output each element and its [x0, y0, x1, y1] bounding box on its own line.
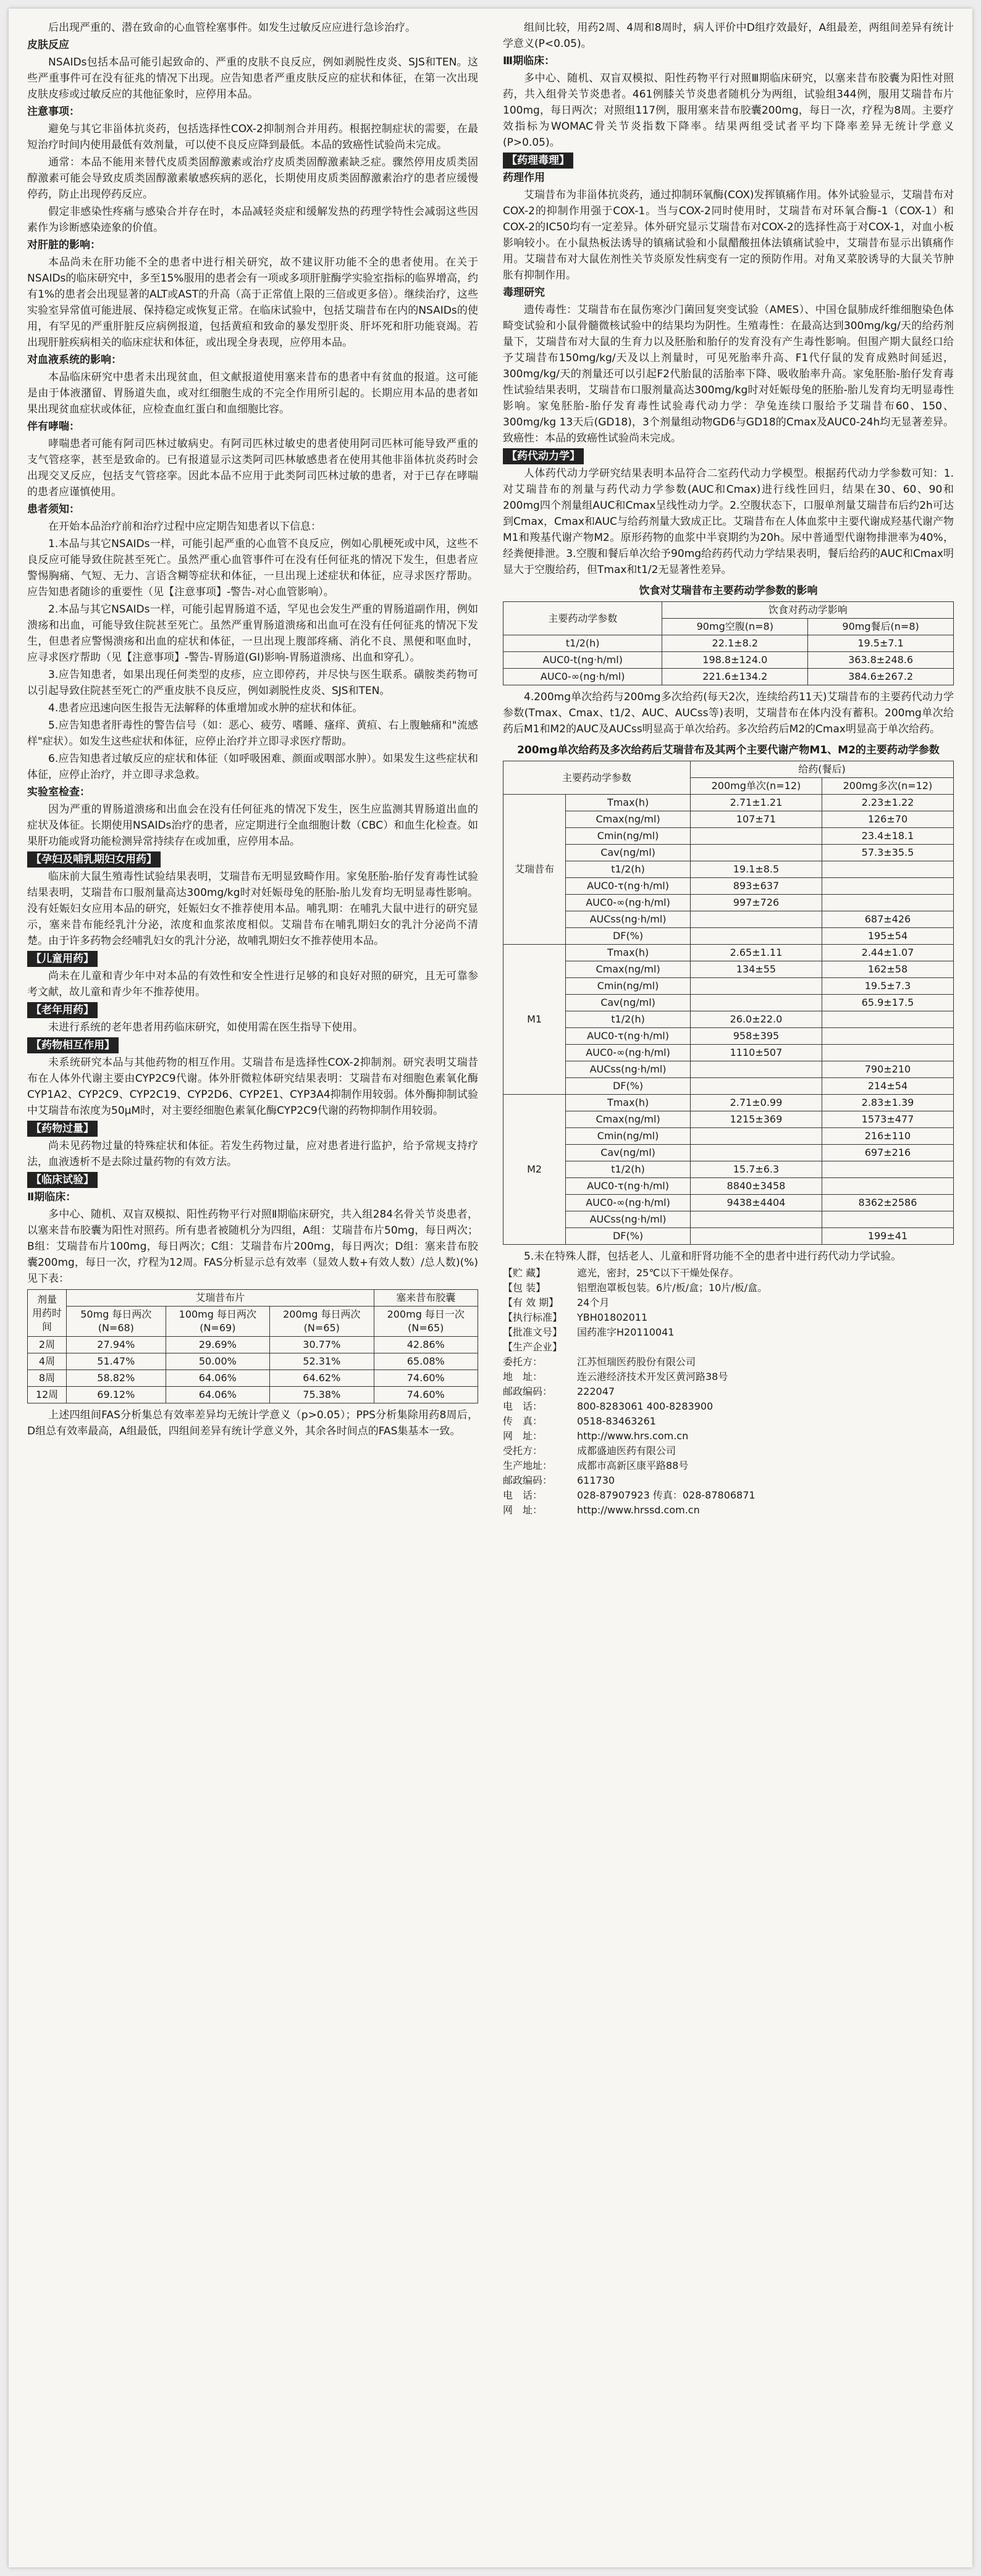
table-cell: Tmax(h): [566, 945, 691, 961]
table-row: [28, 1353, 478, 1370]
general-item: 假定非感染性疼痛与感染合并存在时，本品减轻炎症和缓解发热的药理学特性会减弱这些因素作为诊断感染迹象的价值。: [27, 206, 478, 234]
table-cell: AUCss(ng·h/ml): [566, 911, 691, 928]
maker-key: 受托方：: [503, 1445, 543, 1457]
table-cell: DF(%): [566, 1228, 691, 1245]
table-row: [503, 1178, 954, 1195]
table-row: [503, 761, 954, 778]
maker-line: [503, 1384, 954, 1399]
maker-value: 222047: [577, 1386, 615, 1397]
pregnancy-section: [27, 851, 478, 868]
param-head: 主要药动学参数: [503, 602, 662, 635]
table-cell: 199±41: [822, 1228, 953, 1245]
table-cell: 1573±477: [822, 1111, 953, 1128]
table-row: [503, 1211, 954, 1228]
table-row: [503, 945, 954, 961]
table-row: [28, 1337, 478, 1353]
fast-head: 90mg空腹(n=8): [662, 619, 808, 635]
maker-line: [503, 1473, 954, 1488]
table-cell: 30.77%: [270, 1337, 374, 1353]
table-cell: 57.3±35.5: [822, 845, 953, 861]
table-cell: [822, 1178, 953, 1195]
maker-value: http://www.hrs.com.cn: [577, 1430, 689, 1442]
table-row: [503, 878, 954, 895]
multi-head: 200mg多次(n=12): [822, 778, 953, 795]
maker-value: 连云港经济技术开发区黄河路38号: [577, 1371, 728, 1382]
overdose-section: [27, 1121, 478, 1137]
table-cell: 126±70: [822, 811, 953, 828]
table-row: [28, 1370, 478, 1387]
note-heading: 注意事项：: [27, 106, 80, 118]
skin-heading: 皮肤反应: [27, 39, 69, 51]
table-cell: 958±395: [690, 1028, 822, 1045]
table-cell: [822, 861, 953, 878]
liver-text: 本品尚未在肝功能不全的患者中进行相关研究，故不建议肝功能不全的患者使用。在关于NSAIDs的临床研究中，多至15%服用的患者会有一项或多项肝脏酶学实验室指标的临界增高，约有1%的患者会出现显著的ALT或AST的升高（高于正常值上限的三倍或更多倍）。继续治疗，这些实验室异常值可能进展、保持稳定或恢复正常。在临床试验中，包括艾瑞昔布在内的NSAIDs的使用，有罕见的严重肝脏反应病例报道，包括黄疸和致命的暴发型肝炎、肝坏死和肝功能衰竭。若出现肝脏疾病相关的临床症状和体征，或出现全身表现，应停用本品。: [27, 256, 478, 349]
table-cell: 74.60%: [374, 1387, 478, 1403]
pregnancy-heading: 【孕妇及哺乳期妇女用药】: [27, 851, 161, 868]
table-cell: 198.8±124.0: [662, 652, 808, 669]
table-cell: 697±216: [822, 1145, 953, 1161]
table-cell: AUC0-τ(ng·h/ml): [566, 1178, 691, 1195]
maker-key: 生产地址：: [503, 1460, 553, 1471]
table-cell: AUC0-τ(ng·h/ml): [566, 878, 691, 895]
interaction-text: 未系统研究本品与其他药物的相互作用。艾瑞昔布是选择性COX-2抑制剂。研究表明艾瑞昔布在人体外代谢主要由CYP2C9代谢。体外肝微粒体研究结果表明：艾瑞昔布对细胞色素氧化酶CYP1A2、CYP2C9、CYP2C19、CYP2D6、CYP2E1、CYP3A4抑制作用较弱。体外酶抑制试验中艾瑞昔布浓度为50μM时，对主要经细胞色素氧化酶CYP2C9代谢的药物抑制作用较弱。: [27, 1056, 478, 1117]
table-cell: 8周: [28, 1370, 67, 1387]
maker-line: [503, 1503, 954, 1518]
intro-text: 后出现严重的、潜在致命的心血管栓塞事件。如发生过敏反应应进行急诊治疗。: [48, 22, 416, 34]
table-cell: t1/2(h): [503, 635, 662, 652]
food-table-caption: 饮食对艾瑞昔布主要药动学参数的影响: [639, 585, 818, 597]
efficacy-table: [27, 1289, 478, 1403]
table-cell: [690, 1228, 822, 1245]
right-column: [503, 20, 954, 2471]
table-cell: [822, 1028, 953, 1045]
table-cell: 1110±507: [690, 1045, 822, 1061]
col-head-time: 剂量 用药时间: [28, 1290, 67, 1337]
maker-line: [503, 1458, 954, 1473]
table-cell: 22.1±8.2: [662, 635, 808, 652]
table-row: [503, 1095, 954, 1111]
pharm-section: [503, 153, 954, 169]
table-cell: [690, 1145, 822, 1161]
table-row: [503, 635, 954, 652]
table-row: [503, 1111, 954, 1128]
table-cell: t1/2(h): [566, 1161, 691, 1178]
maker-line: [503, 1488, 954, 1503]
table-cell: 216±110: [822, 1128, 953, 1145]
table-cell: Tmax(h): [566, 1095, 691, 1111]
analyte-label: M2: [503, 1095, 566, 1245]
table-cell: AUC0-∞(ng·h/ml): [566, 1195, 691, 1211]
table-cell: 2周: [28, 1337, 67, 1353]
table-cell: 52.31%: [270, 1353, 374, 1370]
table-cell: 19.1±8.5: [690, 861, 822, 878]
trial-section: [27, 1172, 478, 1188]
table-cell: 2.23±1.22: [822, 795, 953, 811]
table-cell: 64.62%: [270, 1370, 374, 1387]
table-cell: 23.4±18.1: [822, 828, 953, 845]
maker-line: [503, 1429, 954, 1444]
table-row: [28, 1387, 478, 1403]
table-cell: 893±637: [690, 878, 822, 895]
table-cell: AUC0-τ(ng·h/ml): [566, 1028, 691, 1045]
child-heading: 【儿童用药】: [27, 951, 98, 967]
table-row: [28, 1307, 478, 1337]
maker-line: [503, 1355, 954, 1370]
trial-note: 上述四组间FAS分析集总有效率差异均无统计学意义（p>0.05）；PPS分析集除用药8周后，D组总有效率最高，A组最低，四组间差异有统计学意义外，其余各时间点的FAS集基本一致。: [27, 1409, 478, 1437]
table-cell: 997±726: [690, 895, 822, 911]
dose-head: 200mg 每日一次 (N=65): [374, 1307, 478, 1337]
table-row: [503, 1011, 954, 1028]
patient-item: 5.应告知患者肝毒性的警告信号（如：恶心、疲劳、嗜睡、瘙痒、黄疸、右上腹触痛和"流感样"症状）。如发生这些症状和体征，应停止治疗并立即寻求医疗帮助。: [27, 719, 478, 748]
maker-key: 电 话：: [503, 1400, 543, 1412]
table-cell: Cmin(ng/ml): [566, 978, 691, 995]
fed-head: 90mg餐后(n=8): [808, 619, 954, 635]
table-cell: 2.44±1.07: [822, 945, 953, 961]
patient-item: 在开始本品治疗前和治疗过程中应定期告知患者以下信息：: [48, 521, 321, 533]
multi-table-caption: 200mg单次给药及多次给药后艾瑞昔布及其两个主要代谢产物M1、M2的主要药动学参数: [517, 744, 940, 756]
elder-section: [27, 1002, 478, 1018]
note-text: 避免与其它非甾体抗炎药，包括选择性COX-2抑制剂合并用药。根据控制症状的需要，在最短治疗时间内使用最低有效剂量，可以使不良反应降到最低。本品的致癌性试验尚未完成。: [27, 123, 478, 151]
maker-key: 邮政编码：: [503, 1474, 553, 1486]
blood-heading: 对血液系统的影响：: [27, 354, 122, 366]
pharm-subheading: 药理作用: [503, 172, 545, 184]
maker-key: 地 址：: [503, 1371, 543, 1382]
maker-key: 电 话：: [503, 1489, 543, 1501]
patient-heading: 患者须知：: [27, 503, 80, 516]
table-cell: Cmax(ng/ml): [566, 1111, 691, 1128]
table-row: [503, 911, 954, 928]
table-cell: Cmin(ng/ml): [566, 1128, 691, 1145]
table-cell: Cmin(ng/ml): [566, 828, 691, 845]
table-row: [503, 652, 954, 669]
tox-subheading: 毒理研究: [503, 286, 545, 299]
overdose-heading: 【药物过量】: [27, 1121, 98, 1137]
analyte-label: M1: [503, 945, 566, 1095]
table-cell: Cav(ng/ml): [566, 845, 691, 861]
table-row: [28, 1290, 478, 1307]
celecoxib-head: 塞来昔布胶囊: [374, 1290, 478, 1307]
table-cell: [822, 1045, 953, 1061]
maker-key: 传 真：: [503, 1415, 543, 1427]
pharm-text: 艾瑞昔布为非甾体抗炎药，通过抑制环氧酶(COX)发挥镇痛作用。体外试验显示，艾瑞昔布对COX-2的抑制作用强于COX-1。当与COX-2同时使用时，艾瑞昔布对环氧合酶-1（COX-1）和COX-2的IC50均有一定差异。体外研究显示艾瑞昔布对COX-2的选择性高于对COX-1，对血小板影响较小。在小鼠热板法诱导的镇痛试验和小鼠醋酸扭体法镇痛试验中，艾瑞昔布显示出镇痛作用。艾瑞昔布对大鼠佐剂性关节炎原发性病变有一定的预防作用。对角叉菜胶诱导的大鼠关节肿胀有抑制作用。: [503, 189, 954, 282]
asthma-heading: 伴有哮喘：: [27, 420, 80, 433]
analyte-label: 艾瑞昔布: [503, 795, 566, 945]
table-cell: Cmax(ng/ml): [566, 961, 691, 978]
table-cell: DF(%): [566, 1078, 691, 1095]
overdose-text: 尚未见药物过量的特殊症状和体征。若发生药物过量，应对患者进行监护，给予常规支持疗法，血液透析不是去除过量药物的有效方法。: [27, 1140, 478, 1168]
table-cell: 51.47%: [67, 1353, 166, 1370]
phase3-heading: Ⅲ期临床：: [503, 55, 555, 67]
table-row: [503, 1078, 954, 1095]
multi-dose-body: [503, 795, 954, 1245]
table-cell: [822, 1011, 953, 1028]
table-cell: 195±54: [822, 928, 953, 945]
dose-head: 200mg 每日两次 (N=65): [270, 1307, 374, 1337]
table-row: [503, 669, 954, 685]
table-row: [503, 811, 954, 828]
table-row: [503, 895, 954, 911]
table-cell: [690, 1078, 822, 1095]
table-cell: 64.06%: [166, 1370, 269, 1387]
table-cell: 4周: [28, 1353, 67, 1370]
table-row: [503, 828, 954, 845]
table-cell: 15.7±6.3: [690, 1161, 822, 1178]
table-cell: 107±71: [690, 811, 822, 828]
table-cell: 384.6±267.2: [808, 669, 954, 685]
trial-subheading: Ⅱ期临床：: [27, 1191, 77, 1203]
table-cell: 2.71±0.99: [690, 1095, 822, 1111]
elder-text: 未进行系统的老年患者用药临床研究，如使用需在医生指导下使用。: [48, 1021, 363, 1034]
maker-key: 邮政编码：: [503, 1386, 553, 1397]
table-cell: AUC0-∞(ng·h/ml): [503, 669, 662, 685]
table-cell: [690, 1128, 822, 1145]
table-cell: Cav(ng/ml): [566, 995, 691, 1011]
table-cell: 687±426: [822, 911, 953, 928]
patient-item: 2.本品与其它NSAIDs一样，可能引起胃肠道不适，罕见也会发生严重的胃肠道副作用，例如溃疡和出血，可能导致住院甚至死亡。虽然严重胃肠道溃疡和出血可在没有任何征兆的情况下发生，但患者应警惕溃疡和出血的症状和体征，一旦出现上腹部疼痛、消化不良、黑便和呕血时，应寻求医疗帮助（见【注意事项】-警告-胃肠道(GI)影响-胃肠道溃疡、出血和穿孔）。: [27, 603, 478, 664]
maker-key: 网 址：: [503, 1504, 543, 1516]
pregnancy-text: 临床前大鼠生殖毒性试验结果表明，艾瑞昔布无明显致畸作用。家兔胚胎-胎仔发育毒性试验结果表明，艾瑞昔布口服剂量高达300mg/kg时对妊娠母兔的胚胎-胎儿发育均无明显毒性影响。没有妊娠妇女应用本品的研究，妊娠妇女不推荐使用本品。哺乳期：在哺乳大鼠中进行的研究显示，塞来昔布能经乳汁分泌，浓度和血浆浓度相似。艾瑞昔布在哺乳期妇女的乳汁分泌尚不清楚。由于许多药物会经哺乳妇女的乳汁分泌，故哺乳期妇女不推荐使用本品。: [27, 871, 478, 947]
table-cell: t1/2(h): [566, 861, 691, 878]
table-row: [503, 961, 954, 978]
liver-heading: 对肝脏的影响：: [27, 239, 101, 251]
table-cell: 58.82%: [67, 1370, 166, 1387]
table-cell: [822, 895, 953, 911]
table-row: [503, 1128, 954, 1145]
table-cell: [690, 978, 822, 995]
maker-value: 028-87907923 传真：028-87806871: [577, 1489, 756, 1501]
child-section: [27, 951, 478, 967]
patient-item: 4.患者应迅速向医生报告无法解释的体重增加或水肿的症状和体征。: [48, 702, 363, 714]
table-row: [503, 978, 954, 995]
table-cell: 19.5±7.1: [808, 635, 954, 652]
table-row: [503, 1195, 954, 1211]
trial-continued: 组间比较，用药2周、4周和8周时，病人评价中D组疗效最好，A组最差，两组间差异有统计学意义(P<0.05)。: [503, 22, 954, 50]
table-cell: Cav(ng/ml): [566, 1145, 691, 1161]
table-cell: 75.38%: [270, 1387, 374, 1403]
multi-dose-table: [503, 761, 954, 1245]
table-cell: t1/2(h): [566, 1011, 691, 1028]
table-cell: [822, 1161, 953, 1178]
table-cell: 8362±2586: [822, 1195, 953, 1211]
patient-item: 6.应告知患者过敏反应的症状和体征（如呼吸困难、颜面或咽部水肿）。如果发生这些症状和体征，应停止治疗，并立即寻求急救。: [27, 753, 478, 781]
maker-value: 成都市高新区康平路88号: [577, 1460, 689, 1471]
lab-text: 因为严重的胃肠道溃疡和出血会在没有任何征兆的情况下发生，医生应监测其胃肠道出血的症状及体征。长期使用NSAIDs治疗的患者，应定期进行全血细胞计数（CBC）和血生化检查。如果肝功能或肾功能检测异常持续存在或加重，应停用本品。: [27, 803, 478, 848]
table-cell: [690, 1061, 822, 1078]
table-cell: 2.65±1.11: [690, 945, 822, 961]
table-cell: 2.71±1.21: [690, 795, 822, 811]
table-row: [503, 1061, 954, 1078]
asthma-text: 哮喘患者可能有阿司匹林过敏病史。有阿司匹林过敏史的患者使用阿司匹林可能导致严重的支气管痉挛，甚至是致命的。已有报道显示这类阿司匹林敏感患者在使用其他非甾体抗炎药时会出现交叉反应，包括支气管痉挛。因此本品不应用于此类阿司匹林过敏的患者，对于已存在哮喘的患者应谨慎使用。: [27, 438, 478, 498]
storage-line: 【贮 藏】 遮光，密封，25℃以下干燥处保存。: [503, 1267, 739, 1279]
table-cell: [822, 878, 953, 895]
table-cell: 221.6±134.2: [662, 669, 808, 685]
table-cell: 12周: [28, 1387, 67, 1403]
table-cell: Cmax(ng/ml): [566, 811, 691, 828]
table-row: [503, 995, 954, 1011]
table-cell: Tmax(h): [566, 795, 691, 811]
table-cell: AUCss(ng·h/ml): [566, 1211, 691, 1228]
maker-heading: 【生产企业】: [503, 1341, 563, 1353]
interaction-section: [27, 1037, 478, 1053]
table-cell: AUC0-∞(ng·h/ml): [566, 1045, 691, 1061]
dose-head: 100mg 每日两次 (N=69): [166, 1307, 269, 1337]
pk-heading: 【药代动力学】: [503, 448, 584, 464]
interaction-heading: 【药物相互作用】: [27, 1037, 119, 1053]
maker-list: [503, 1355, 954, 1518]
table-cell: 64.06%: [166, 1387, 269, 1403]
single-head: 200mg单次(n=12): [690, 778, 822, 795]
phase3-text: 多中心、随机、双盲双模拟、阳性药物平行对照Ⅲ期临床研究，以塞来昔布胶囊为阳性对照药，共入组骨关节炎患者。461例膝关节炎患者随机分为两组，试验组344例，服用艾瑞昔布片100mg，每日两次；对照组117例，服用塞来昔布胶囊200mg，每日一次，疗程为8周。主要疗效指标为WOMAC骨关节炎指数下降率。结果两组受试者平均下降率差异无统计学意义(P>0.05)。: [503, 72, 954, 149]
food-effect-table: [503, 601, 954, 685]
child-text: 尚未在儿童和青少年中对本品的有效性和安全性进行足够的和良好对照的研究，且无可靠参考文献，故儿童和青少年不推荐使用。: [27, 970, 478, 998]
left-column: [27, 20, 478, 2545]
maker-value: http://www.hrssd.com.cn: [577, 1504, 700, 1516]
group-head: 饮食对药动学影响: [662, 602, 954, 619]
table-row: [503, 861, 954, 878]
product-info: [503, 1266, 954, 1518]
leaflet-page: [9, 9, 972, 2567]
table-cell: AUCss(ng·h/ml): [566, 1061, 691, 1078]
table-cell: 65.08%: [374, 1353, 478, 1370]
maker-value: 0518-83463261: [577, 1415, 656, 1427]
table-cell: 2.83±1.39: [822, 1095, 953, 1111]
table-cell: AUC0-t(ng·h/ml): [503, 652, 662, 669]
table-cell: [690, 845, 822, 861]
table-cell: 29.69%: [166, 1337, 269, 1353]
maker-line: [503, 1444, 954, 1458]
table-cell: [690, 1211, 822, 1228]
maker-line: [503, 1399, 954, 1414]
table-row: [503, 1028, 954, 1045]
maker-line: [503, 1414, 954, 1429]
trial-heading: 【临床试验】: [27, 1172, 98, 1188]
table-row: [503, 1228, 954, 1245]
dose-head: 50mg 每日两次 (N=68): [67, 1307, 166, 1337]
patient-item: 1.本品与其它NSAIDs一样，可能引起严重的心血管不良反应，例如心肌梗死或中风，这些不良反应可能导致住院甚至死亡。虽然严重心血管事件可在没有任何征兆的情况下发生，但患者应警惕胸痛、气短、无力、言语含糊等症状和体征，一旦出现上述症状和体征，应寻求医疗帮助。应告知患者随诊的重要性（见【注意事项】-警告-对心血管影响）。: [27, 538, 478, 598]
tox-text: 遗传毒性：艾瑞昔布在鼠伤寒沙门菌回复突变试验（AMES）、中国仓鼠肺成纤维细胞染色体畸变试验和小鼠骨髓微核试验中的结果均为阴性。生殖毒性：在最高达到300mg/kg/天的给药剂量下，艾瑞昔布对大鼠的生育力以及胚胎和胎仔的发育没有产生毒性影响。但围产期大鼠经口给予艾瑞昔布150mg/kg/天及以上剂量时，可见死胎率升高、F1代仔鼠的发育成熟时间延迟，300mg/kg/天的剂量还可以引起F2代胎鼠的活胎率下降、吸收胎率升高。家兔胚胎-胎仔发育毒性试验结果表明，艾瑞昔布口服剂量高达300mg/kg时对妊娠母兔的胚胎-胎儿发育均无明显毒性影响。家兔胚胎-胎仔发育毒性试验毒代动力学：孕兔连续口服给予艾瑞昔布60、150、300mg/kg 13天后(GD18)，3个剂量组动物GD6与GD18的Cmax及AUC0-24h均无显著差异。致癌性：本品的致癌性试验尚未完成。: [503, 304, 954, 445]
group-head: 给药(餐后): [690, 761, 953, 778]
maker-value: 江苏恒瑞医药股份有限公司: [577, 1356, 696, 1368]
maker-key: 委托方：: [503, 1356, 543, 1368]
table-cell: 19.5±7.3: [822, 978, 953, 995]
maker-value: 800-8283061 400-8283900: [577, 1400, 714, 1412]
pk-text-2: 4.200mg单次给药与200mg多次给药(每天2次，连续给药11天)艾瑞昔布的主要药代动力学参数(Tmax、Cmax、t1/2、AUC、AUCss等)表明，艾瑞昔布在体内没有蓄积。200mg单次给药后M1和M2的AUC及AUCss明显高于单次给药。多次给药后M2的Cmax明显高于单次给药。: [503, 691, 954, 735]
patient-item: 3.应告知患者，如果出现任何类型的皮疹，应立即停药，并尽快与医生联系。磺胺类药物可以引起导致住院甚至死亡的严重皮肤不良反应，例如剥脱性皮炎、SJS和TEN。: [27, 669, 478, 697]
pk-note: 5.未在特殊人群，包括老人、儿童和肝肾功能不全的患者中进行药代动力学试验。: [524, 1250, 902, 1263]
table-cell: 74.60%: [374, 1370, 478, 1387]
table-cell: 162±58: [822, 961, 953, 978]
trial-text: 多中心、随机、双盲双模拟、阳性药物平行对照Ⅱ期临床研究，共入组284名骨关节炎患者，以塞来昔布胶囊为阳性对照药。所有患者被随机分为四组，A组：艾瑞昔布片50mg，每日两次；B组：艾瑞昔布片100mg，每日两次；C组：艾瑞昔布片200mg，每日两次；D组：塞来昔布胶囊200mg，每日一次，疗程为12周。FAS分析显示总有效率（显效人数+有效人数）/总人数)(%)见下表：: [27, 1208, 478, 1285]
table-cell: [690, 928, 822, 945]
table-row: [503, 795, 954, 811]
table-row: [503, 845, 954, 861]
table-cell: [822, 1211, 953, 1228]
table-cell: 8840±3458: [690, 1178, 822, 1195]
maker-value: 成都盛迪医药有限公司: [577, 1445, 676, 1457]
table-cell: 1215±369: [690, 1111, 822, 1128]
maker-line: [503, 1370, 954, 1384]
blood-text: 本品临床研究中患者未出现贫血，但文献报道使用塞来昔布的患者中有贫血的报道。这可能是由于体液潴留、胃肠道失血，或对红细胞生成的不完全作用所引起的。长期应用本品的患者如果出现贫血症状或体征，应检查血红蛋白和血细胞比容。: [27, 371, 478, 416]
table-cell: 9438±4404: [690, 1195, 822, 1211]
table-cell: 27.94%: [67, 1337, 166, 1353]
table-row: [503, 602, 954, 619]
pk-section: [503, 448, 954, 464]
table-cell: 363.8±248.6: [808, 652, 954, 669]
pharm-heading: 【药理毒理】: [503, 153, 573, 169]
param-head: 主要药动学参数: [503, 761, 691, 795]
elder-heading: 【老年用药】: [27, 1002, 98, 1018]
table-row: [503, 1045, 954, 1061]
approval-line: 【批准文号】 国药准字H20110041: [503, 1326, 675, 1338]
table-row: [503, 928, 954, 945]
table-cell: 42.86%: [374, 1337, 478, 1353]
maker-key: 网 址：: [503, 1430, 543, 1442]
table-cell: [690, 995, 822, 1011]
table-cell: AUC0-∞(ng·h/ml): [566, 895, 691, 911]
table-cell: [690, 911, 822, 928]
table-cell: 26.0±22.0: [690, 1011, 822, 1028]
pk-text: 人体药代动力学研究结果表明本品符合二室药代动力学模型。根据药代动力学参数可知：1.对艾瑞昔布的剂量与药代动力学参数(AUC和Cmax)进行线性回归，结果在30、60、90和200mg四个剂量组AUC和Cmax呈线性动力学。2.空腹状态下，口服单剂量艾瑞昔布后约2h可达到Cmax，Cmax和AUC与给药剂量大致成正比。艾瑞昔布在人体血浆中主要代谢成羟基代谢产物M1和羧基代谢产物M2。原形药物的血浆中半衰期约为20h。尿中普通型代谢物排泄率为40%，经粪便排泄。3.空腹和餐后单次给予90mg给药药代动力学结果表明，餐后给药的AUC和Cmax明显大于空腹给药，但Tmax和t1/2无显著性差异。: [503, 467, 954, 576]
standard-line: 【执行标准】 YBH01802011: [503, 1311, 648, 1323]
table-cell: DF(%): [566, 928, 691, 945]
table-cell: 50.00%: [166, 1353, 269, 1370]
skin-text: NSAIDs包括本品可能引起致命的、严重的皮肤不良反应，例如剥脱性皮炎、SJS和TEN。这些严重事件可在没有征兆的情况下出现。应告知患者严重皮肤反应的症状和体征，在第一次出现皮肤皮疹或过敏反应的其他征象时，应停用本品。: [27, 56, 478, 101]
table-cell: 214±54: [822, 1078, 953, 1095]
table-cell: [690, 828, 822, 845]
general-item: 通常：本品不能用来替代皮质类固醇激素或治疗皮质类固醇激素缺乏症。骤然停用皮质类固醇激素可能会导致皮质类固醇激素敏感疾病的恶化，长期使用皮质类固醇激素治疗的患者应缓慢停药，防止出现停药反应。: [27, 156, 478, 201]
package-line: 【包 装】 铝塑泡罩板包装。6片/板/盒；10片/板/盒。: [503, 1282, 768, 1294]
table-cell: 65.9±17.5: [822, 995, 953, 1011]
table-row: [503, 1145, 954, 1161]
table-cell: 134±55: [690, 961, 822, 978]
group-head: 艾瑞昔布片: [67, 1290, 374, 1307]
table-cell: 69.12%: [67, 1387, 166, 1403]
table-row: [503, 1161, 954, 1178]
maker-value: 611730: [577, 1474, 615, 1486]
table-cell: 790±210: [822, 1061, 953, 1078]
validity-line: 【有 效 期】 24个月: [503, 1297, 610, 1308]
lab-heading: 实验室检查：: [27, 786, 90, 798]
